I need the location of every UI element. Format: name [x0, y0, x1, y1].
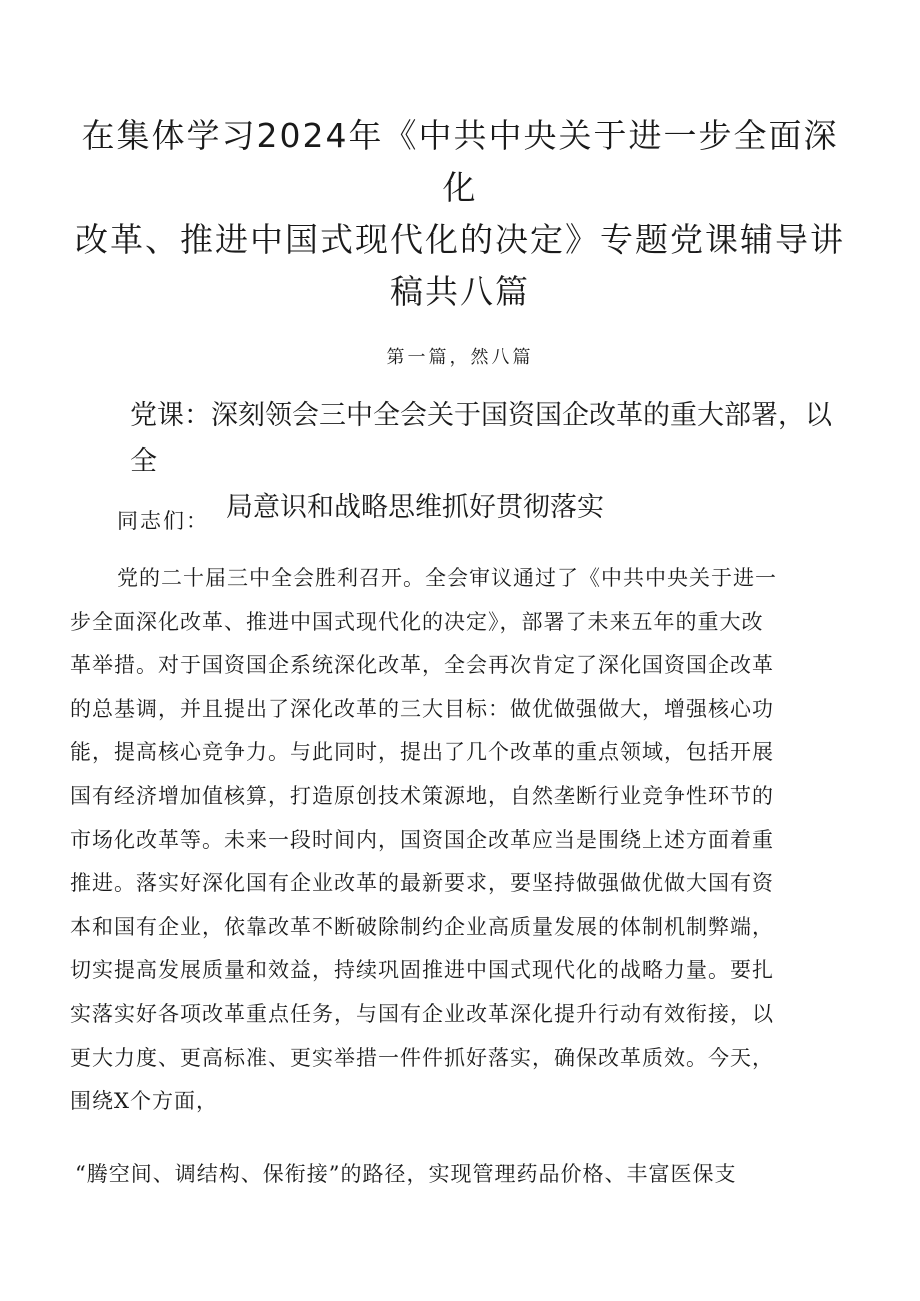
body-line: 市场化改革等。未来一段时间内，国资国企改革应当是围绕上述方面着重	[70, 827, 774, 852]
body-line: 国有经济增加值核算，打造原创技术策源地，自然垄断行业竞争性环节的	[70, 783, 774, 808]
body-line: 本和国有企业，依靠改革不断破除制约企业高质量发展的体制机制弊端，	[70, 914, 774, 939]
document-title-line-1: 在集体学习2024年《中共中央关于进一步全面深化	[81, 116, 839, 207]
document-title-line-3: 稿共八篇	[390, 272, 530, 311]
body-line: 的总基调，并且提出了深化改革的三大目标：做优做强做大，增强核心功	[70, 696, 774, 721]
body-tail-line: “腾空间、调结构、保衔接”的路径，实现管理药品价格、丰富医保支	[75, 1162, 737, 1186]
lecture-title-line-1: 党课：深刻领会三中全会关于国资国企改革的重大部署，以全	[130, 400, 832, 477]
body-paragraph	[70, 557, 860, 1124]
document-title-line-2: 改革、推进中国式现代化的决定》专题党课辅导讲	[75, 220, 845, 259]
body-line: 更大力度、更高标准、更实举措一件件抓好落实，确保改革质效。今天，	[70, 1045, 774, 1070]
body-line: 革举措。对于国资国企系统深化改革，全会再次肯定了深化国资国企改革	[70, 653, 774, 678]
body-line: 能，提高核心竞争力。与此同时，提出了几个改革的重点领域，包括开展	[70, 740, 774, 765]
body-line: 围绕X个方面，	[70, 1089, 218, 1114]
lecture-title	[118, 393, 858, 531]
body-line: 推进。落实好深化国有企业改革的最新要求，要坚持做强做优做大国有资	[70, 871, 774, 896]
body-line: 切实提高发展质量和效益，持续巩固推进中国式现代化的战略力量。要扎	[70, 958, 774, 983]
body-line: 步全面深化改革、推进中国式现代化的决定》，部署了未来五年的重大改	[70, 609, 764, 634]
lecture-title-line-2: 局意识和战略思维抓好贯彻落实	[226, 492, 604, 523]
salutation: 同志们：	[117, 509, 209, 533]
section-label: 第一篇，然八篇	[386, 347, 534, 368]
body-line: 党的二十届三中全会胜利召开。全会审议通过了《中共中央关于进一	[117, 566, 777, 590]
document-title	[70, 110, 850, 318]
body-line: 实落实好各项改革重点任务，与国有企业改革深化提升行动有效衔接，以	[70, 1001, 774, 1026]
